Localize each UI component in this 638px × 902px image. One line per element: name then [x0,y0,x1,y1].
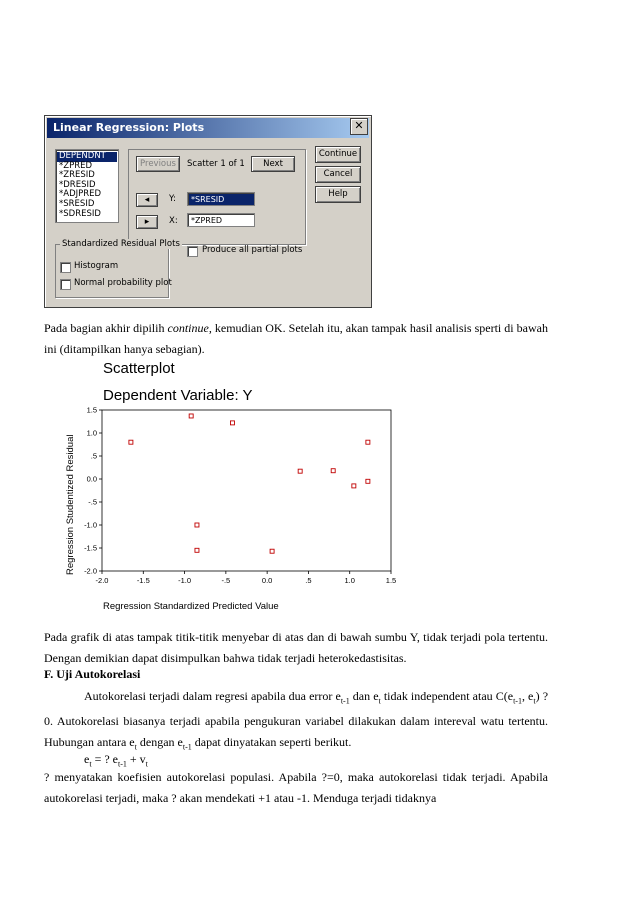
x-tick-label: -.5 [221,576,231,585]
y-tick-label: -.5 [88,497,97,507]
arrow-left-icon: ◂ [144,195,150,205]
p1-text: Autokorelasi terjadi dalam regresi apabila dua error e [84,689,341,703]
x-tick-label: 1.5 [385,576,397,585]
p2-text: e [528,689,534,703]
normal-probability-plot-label: Normal probability plot [74,278,172,288]
list-item[interactable]: *ADJPRED [59,189,102,200]
para1-text-a: Pada bagian akhir dipilih [44,321,168,335]
p1-text: , [521,689,525,703]
p1-text: dan e [349,689,379,703]
continue-button[interactable]: Continue [315,146,361,163]
scatter-point [366,440,370,444]
p2-sub: t [134,742,137,752]
eq-sub: t [89,759,92,769]
section-heading: F. Uji Autokorelasi [44,667,141,681]
scatter-point [298,469,302,473]
list-item[interactable]: *SRESID [59,198,95,209]
list-item[interactable]: *ZRESID [59,170,95,181]
scatter-point [331,469,335,473]
y-tick-label: 1.0 [86,428,97,438]
close-button[interactable]: ✕ [350,118,368,135]
y-variable-value: *SRESID [191,195,225,204]
paragraph-conclusion: Pada grafik di atas tampak titik-titik menyebar di atas dan di bawah sumbu Y, tidak terjadi pola tertentu. Dengan demikian dapat disimpulkan bahwa tidak terjadi heterokedastisitas. [44,630,548,665]
eq-text: + v [126,752,146,766]
eq-sub: t [145,759,148,769]
produce-partial-plots-label: Produce all partial plots [202,245,303,255]
y-tick-label: 1.5 [86,405,97,415]
x-axis-label: X: [169,216,178,226]
histogram-label: Histogram [74,261,119,271]
p2-sub: t-1 [182,742,192,752]
scatter-point [195,548,199,552]
autocorrelation-coefficient-paragraph: ? menyatakan koefisien autokorelasi populasi. Apabila ?=0, maka autokorelasi tidak terjadi. Apabila autokorelasi terjadi, maka ? akan mendekati +1 atau -1. Menduga terjadi tidaknya [44,770,548,805]
p2-text: ) ? 0. Autokorelasi biasanya terjadi apabila pengukuran variabel dilakukan dalam intereval watu tertentu. Hubungan antara e [44,689,549,750]
x-variable-value: *ZPRED [191,216,223,225]
y-axis-title: Regression Studentized Residual [65,434,76,575]
y-tick-label: .5 [90,451,97,461]
scatter-point [270,549,274,553]
x-tick-label: 0.0 [261,576,273,585]
y-axis-label: Y: [169,194,176,204]
chart-subtitle: Dependent Variable: Y [103,387,253,404]
eq-text: e [84,752,90,766]
p2-sub: t [533,696,536,706]
y-tick-label: -1.0 [84,520,97,530]
scatter-point [352,484,356,488]
next-button[interactable]: Next [251,156,295,172]
scatter-counter: Scatter 1 of 1 [187,159,245,169]
x-tick-label: -1.0 [178,576,192,585]
previous-button[interactable]: Previous [136,156,180,172]
y-tick-label: -1.5 [84,543,97,553]
scatter-point [230,421,234,425]
list-item[interactable]: DEPENDNT [57,152,117,162]
arrow-right-icon: ▸ [144,217,150,227]
chart-title: Scatterplot [103,360,175,377]
data-points [129,414,370,553]
eq-sub: t-1 [117,759,127,769]
scatter-point [189,414,193,418]
x-tick-label: 1.0 [344,576,355,585]
autocorrelation-paragraph [44,686,548,758]
help-button[interactable]: Help [315,186,361,203]
p1-text: tidak independent atau C(e [380,689,514,703]
p1-sub: t-1 [513,696,522,706]
y-tick-label: 0.0 [86,474,97,484]
y-tick-label: -2.0 [84,566,97,576]
eq-text: = ? e [91,752,118,766]
x-tick-label: .5 [305,576,312,585]
p2-text: dapat dinyatakan seperti berikut. [191,735,352,750]
scatter-point [366,479,370,483]
x-tick-label: -2.0 [95,576,109,585]
para1-text-b: kemudian OK. Setelah itu, akan tampak hasil analisis sperti di bawah ini (ditampilkan hanya sebagian). [44,321,548,356]
x-tick-label: -1.5 [136,576,150,585]
scatter-point [195,523,199,527]
list-item[interactable]: *SDRESID [59,208,101,219]
x-axis-title: Regression Standardized Predicted Value [103,601,279,612]
para1-italic: continue, [167,321,212,335]
cancel-button[interactable]: Cancel [315,166,361,183]
list-item[interactable]: *DRESID [59,179,96,190]
p1-sub: t-1 [340,696,350,706]
dialog-title: Linear Regression: Plots [47,118,369,138]
p2-text: dengan e [136,735,183,750]
x-axis [96,571,397,585]
p1-sub: t [378,696,381,706]
group-title: Standardized Residual Plots [62,239,180,249]
plot-area [102,410,391,571]
list-item[interactable]: *ZPRED [59,160,93,171]
scatter-point [129,440,133,444]
y-axis [84,406,102,576]
